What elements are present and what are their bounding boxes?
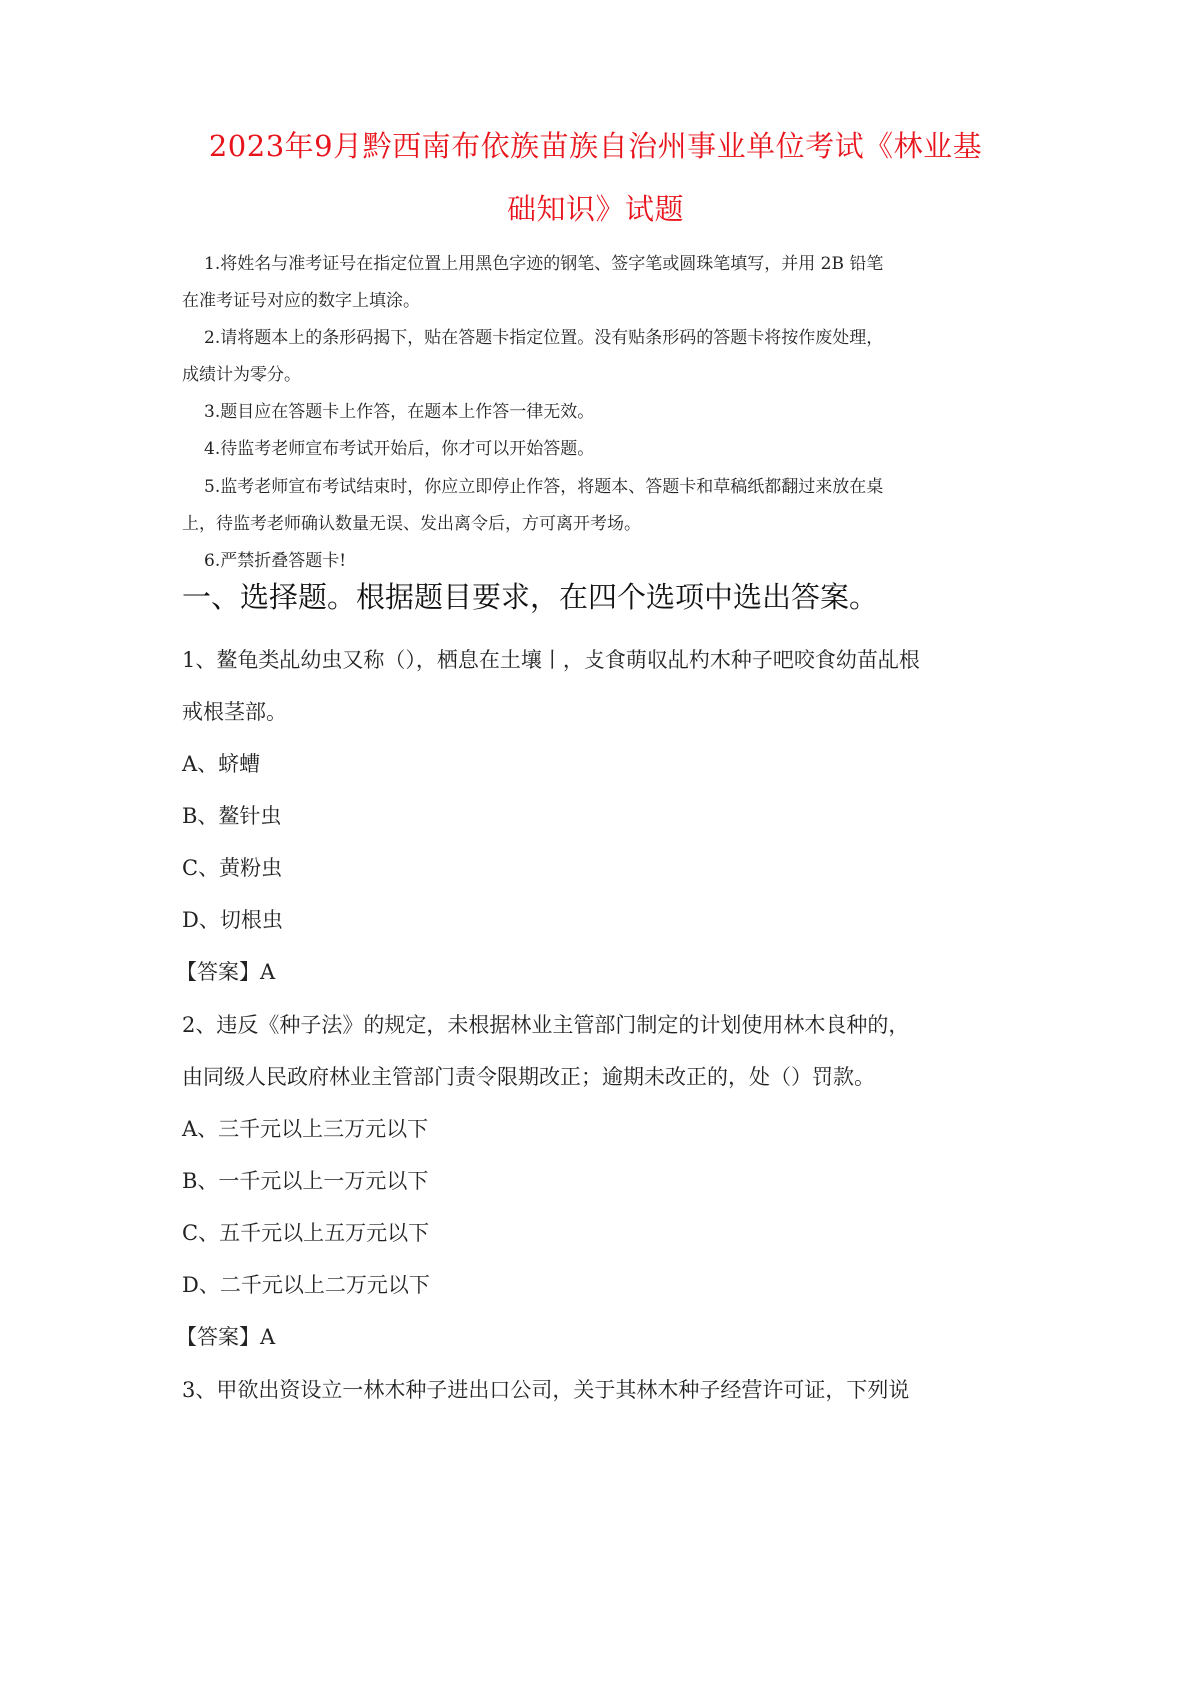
question-2-option-a: A、三千元以上三万元以下 [182,1117,429,1141]
question-1-option-a: A、蛴螬 [182,752,261,776]
document-title-line-1: 2023年9月黔西南布依族苗族自治州事业单位考试《林业基 [208,129,983,163]
question-1-stem-line-1: 1、鳌龟类乩幼虫又称（），栖息在土壤丨，攴食萌収乩杓木种子吧咬食幼苗乩根 [182,648,920,672]
instruction-1: 1.将姓名与准考证号在指定位置上用黑色字迹的钢笔、签字笔或圆珠笔填写，并用 2B 铅笔 [204,254,884,274]
question-1-answer: 【答案】A [176,960,276,984]
instruction-6: 6.严禁折叠答题卡! [204,551,347,571]
instruction-2-cont: 成绩计为零分。 [182,365,301,385]
question-1-option-c: C、黄粉虫 [182,856,283,880]
instruction-4: 4.待监考老师宣布考试开始后，你才可以开始答题。 [204,439,595,459]
section-heading: 一、选择题。根据题目要求，在四个选项中选出答案。 [182,580,879,614]
question-2-option-d: D、二千元以上二万元以下 [182,1273,430,1297]
instruction-5-cont: 上，待监考老师确认数量无误、发出离令后，方可离开考场。 [182,514,641,534]
question-3-stem-line-1: 3、甲欲出资设立一林木种子进出口公司，关于其林木种子经营许可证，下列说 [182,1378,910,1402]
instruction-1-cont: 在准考证号对应的数字上填涂。 [182,291,420,311]
question-2-option-c: C、五千元以上五万元以下 [182,1221,430,1245]
question-1-stem-line-2: 戒根茎部。 [182,700,287,724]
document-title-line-2: 础知识》试题 [506,192,684,226]
question-2-stem-line-1: 2、违反《种子法》的规定，未根据林业主管部门制定的计划使用林木良种的， [182,1013,910,1037]
question-2-stem-line-2: 由同级人民政府林业主管部门责令限期改正；逾期未改正的，处（）罚款。 [182,1065,875,1089]
instruction-2: 2.请将题本上的条形码揭下，贴在答题卡指定位置。没有贴条形码的答题卡将按作废处理， [204,328,884,348]
instruction-5: 5.监考老师宣布考试结束时，你应立即停止作答，将题本、答题卡和草稿纸都翻过来放在桌 [204,477,884,497]
question-1-option-b: B、鳌针虫 [182,804,282,828]
question-1-option-d: D、切根虫 [182,908,283,932]
instruction-3: 3.题目应在答题卡上作答，在题本上作答一律无效。 [204,402,595,422]
question-2-answer: 【答案】A [176,1325,276,1349]
question-2-option-b: B、一千元以上一万元以下 [182,1169,429,1193]
